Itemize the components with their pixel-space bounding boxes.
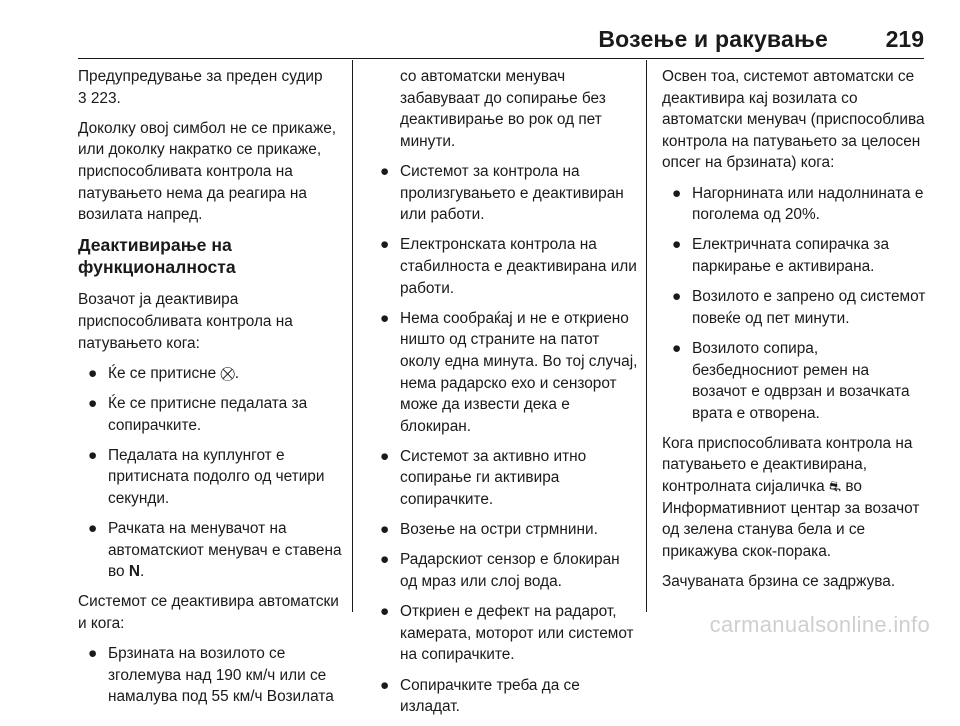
page-number: 219 [885, 26, 924, 52]
bullet-icon: ● [380, 162, 390, 180]
bullet-icon: ● [380, 309, 390, 327]
bullet-icon: ● [88, 394, 98, 412]
paragraph: Кога приспособливата контрола на патувањето е деактивирана, контролната сијаличка ⛐ во Информативниот центар за возачот од зелена станува бела и се прикажува скок-порака. [662, 434, 920, 560]
bullet-icon: ● [380, 676, 390, 694]
list-item: ● Електричната сопирачка за паркирање е активирана. [672, 236, 890, 275]
section-heading: Деактивирање на функционалноста [78, 235, 236, 278]
page-reference-link[interactable]: 3 223. [78, 89, 121, 107]
list-item: ● Возилото е запрено од системот повеќе од пет минути. [672, 288, 926, 327]
list-item: ● Возење на остри стрмнини. [370, 519, 640, 541]
bullet-icon: ● [380, 447, 390, 465]
watermark: carmanualsonline.info [709, 612, 930, 637]
bullet-icon: ● [672, 339, 682, 357]
bullet-icon: ● [380, 521, 390, 539]
column-1 [78, 66, 346, 717]
list-item: ● Ќе се притисне ⛒. [78, 363, 346, 385]
paragraph: Возачот ја деактивира приспособливата контрола на патувањето кога: [78, 291, 293, 352]
list-item: ● Возилото сопира, безбедносниот ремен на возачот е одврзан и возачката врата е отворена. [672, 339, 910, 422]
list-item: ● Електронската контрола на стабилноста е деактивирана или работи. [380, 236, 637, 297]
bullet-list [78, 643, 346, 708]
list-item: ● Ќе се притисне педалата за сопирачките. [88, 394, 308, 434]
paragraph: Освен тоа, системот автоматски се деактивира кај возилата со автоматски менувач (приспособлива контрола на патувањето за целосен опсег на брзината) кога: [662, 68, 925, 172]
column-3 [662, 66, 928, 601]
bullet-list [662, 183, 928, 425]
list-item: ● Брзината на возилото се зголемува над 190 км/ч или се намалува под 55 км/ч Возилата [88, 645, 334, 706]
bullet-icon: ● [88, 520, 98, 538]
paragraph: со автоматски менувач забавуваат до сопирање без деактивирање во рок од пет минути. [400, 68, 606, 150]
list-item: ● Откриен е дефект на радарот, камерата, моторот или системот на сопирачките. [380, 603, 634, 664]
list-item: ● Радарскиот сензор е блокиран од мраз или слој вода. [380, 551, 620, 591]
section-title: Возење и ракување [598, 26, 828, 52]
paragraph [78, 66, 346, 109]
paragraph: Системот се деактивира автоматски и кога: [78, 593, 339, 633]
list-item: ● Нагорнината или надолнината е поголема од 20%. [672, 184, 924, 224]
bullet-list [370, 161, 640, 718]
list-item: ● Системот за контрола на пролизгувањето е деактивиран или работи. [380, 162, 624, 224]
bullet-icon: ● [88, 446, 98, 464]
bullet-icon: ● [672, 184, 682, 202]
paragraph: Доколку овој симбол не се прикаже, или доколку накратко се прикаже, приспособливата контрола на патувањето нема да реагира на возилата напред. [78, 119, 337, 224]
list-item: ● Рачката на менувачот на автоматскиот менувач е ставена во N. [88, 520, 342, 581]
page-header [0, 0, 960, 60]
bullet-icon: ● [380, 236, 390, 254]
list-item: ● Системот за активно итно сопирање ги активира сопирачките. [380, 447, 587, 509]
paragraph: Зачуваната брзина се задржува. [662, 573, 896, 591]
column-divider [352, 60, 353, 612]
cruise-indicator-icon: ⛐ [829, 478, 842, 495]
cruise-off-icon: ⛒ [220, 364, 235, 381]
gear-position: N [128, 563, 140, 581]
bullet-icon: ● [88, 364, 98, 382]
list-item: ● Нема сообраќај и не е откриено ништо од страните на патот околу една минута. Во тој случај, нема радарско ехо и сензорот може да извести дека е блокиран. [380, 309, 638, 435]
column-divider [646, 60, 647, 612]
bullet-icon: ● [88, 645, 98, 663]
bullet-icon: ● [380, 603, 390, 621]
list-item: ● Сопирачките треба да се изладат. [380, 676, 580, 716]
bullet-icon: ● [672, 236, 682, 254]
bullet-list [78, 363, 346, 583]
list-item: ● Педалата на куплунгот е притисната подолго од четири секунди. [88, 446, 325, 507]
warning-text: Предупредување за преден судир [78, 68, 323, 85]
header-rule [78, 58, 924, 59]
bullet-icon: ● [672, 288, 682, 306]
column-2 [370, 66, 640, 726]
bullet-icon: ● [380, 551, 390, 569]
